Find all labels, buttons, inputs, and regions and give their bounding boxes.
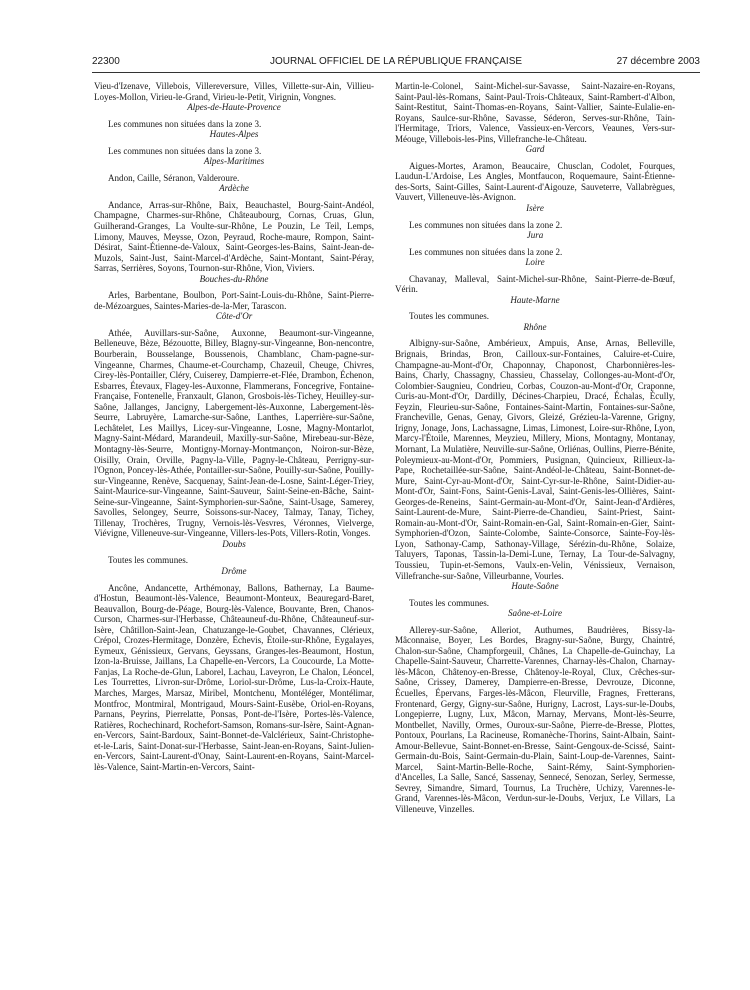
section-text: Chavanay, Malleval, Saint-Michel-sur-Rhône, Saint-Pierre-de-Bœuf, Vérin. [395,273,675,295]
department-heading: Alpes-de-Haute-Provence [187,102,281,113]
department-heading: Jura [526,230,544,241]
section-text: Andance, Arras-sur-Rhône, Baix, Beauchastel, Bourg-Saint-Andéol, Champagne, Charmes-sur-Rhône, Châteaubourg, Cornas, Cruas, Glun, Guilherand-Granges, La Voulte-sur-Rhône, Le Pouzin, Le Teil, Lemps, Limony, Mauves, Meysse, Ozon, Peyraud, Roche-maure, Rompon, Saint-Désirat, Saint-Étienne-de-Valoux, Saint-Georges-les-Bains, Saint-Jean-de-Muzols, Saint-Just, Saint-Marcel-d'Ardèche, Saint-Montant, Saint-Péray, Sarras, Serrières, Soyons, Tournon-sur-Rhône, Vion, Viviers. [94,199,374,274]
section-text: Albigny-sur-Saône, Ambérieux, Ampuis, Anse, Arnas, Belleville, Brignais, Brindas, Bron, Cailloux-sur-Fontaines, Caluire-et-Cuire, Champagne-au-Mont-d'Or, Chaponnay, Chaponost, Charbonnières-les-Bains, Charly, Chassagny, Chassieu, Chasselay, Collonges-au-Mont-d'Or, Colombier-Saugnieu, Condrieu, Corbas, Couzon-au-Mont-d'Or, Craponne, Curis-au-Mont-d'Or, Dardilly, Décines-Charpieu, Dracé, Échalas, Écully, Feyzin, Fleurieu-sur-Saône, Fontaines-Saint-Martin, Fontaines-sur-Saône, Francheville, Genas, Genay, Givors, Gleizé, Grézieu-la-Varenne, Grigny, Irigny, Jonage, Jons, Lachassagne, Limas, Limonest, Loire-sur-Rhône, Lyon, Marcy-l'Étoile, Marennes, Meyzieu, Millery, Mions, Montagny, Montanay, Mornant, La Mulatière, Neuville-sur-Saône, Orliénas, Oullins, Pierre-Bénite, Poleymieux-au-Mont-d'Or, Pommiers, Pusignan, Quincieux, Rillieux-la-Pape, Rochetaillée-sur-Saône, Saint-Andéol-le-Château, Saint-Bonnet-de-Mure, Saint-Cyr-au-Mont-d'Or, Saint-Cyr-sur-le-Rhône, Saint-Didier-au-Mont-d'Or, Saint-Fons, Saint-Genis-Laval, Saint-Genis-les-Ollières, Saint-Georges-de-Reneins, Saint-Germain-au-Mont-d'Or, Saint-Jean-d'Ardières, Saint-Laurent-de-Mure, Saint-Pierre-de-Chandieu, Saint-Priest, Saint-Romain-au-Mont-d'Or, Saint-Romain-en-Gal, Saint-Romain-en-Gier, Saint-Symphorien-d'Ozon, Sainte-Colombe, Sainte-Consorce, Sainte-Foy-lès-Lyon, Sathonay-Camp, Sathonay-Village, Sérézin-du-Rhône, Solaize, Taluyers, Taponas, Tassin-la-Demi-Lune, Ternay, La Tour-de-Salvagny, Toussieu, Tupin-et-Semons, Vaulx-en-Velin, Vénissieux, Vernaison, Villefranche-sur-Saône, Villeurbanne, Vourles. [395,338,675,581]
section-alpes-de-haute-provence [94,102,374,129]
section-haute-saone [395,581,675,608]
section-doubs [94,539,374,566]
section-ardeche [94,183,374,273]
department-heading: Loire [525,257,545,268]
section-rhone [395,322,675,581]
section-bouches-du-rhone [94,274,374,312]
page-header [92,56,700,70]
section-text: Les communes non situées dans la zone 2. [409,246,563,257]
section-drome [94,566,374,772]
department-heading: Rhône [523,321,547,332]
section-text: Toutes les communes. [108,555,189,566]
department-heading: Bouches-du-Rhône [199,273,269,284]
section-text: Allerey-sur-Saône, Alleriot, Authumes, Baudrières, Bissy-la-Mâconnaise, Boyer, Les Bordes, Bragny-sur-Saône, Burgy, Chaintré, Chalon-sur-Saône, Champforgeuil, Chânes, La Chapelle-de-Guinchay, La Chapelle-Saint-Sauveur, Charrette-Varennes, Charnay-lès-Chalon, Charnay-lès-Mâcon, Châtenoy-en-Bresse, Châtenoy-le-Royal, Clux, Crêches-sur-Saône, Crissey, Damerey, Dampierre-en-Bresse, Devrouze, Diconne, Écuelles, Épervans, Farges-lès-Mâcon, Fleurville, Fragnes, Fretterans, Frontenard, Gergy, Gigny-sur-Saône, Hurigny, Lacrost, Lays-sur-le-Doubs, Longepierre, Lugny, Lux, Mâcon, Marnay, Mervans, Mont-lès-Seurre, Montbellet, Navilly, Ormes, Ouroux-sur-Saône, Pierre-de-Bresse, Plottes, Pontoux, Pourlans, La Racineuse, Romanèche-Thorins, Saint-Albain, Saint-Amour-Bellevue, Saint-Bonnet-en-Bresse, Saint-Gengoux-de-Scissé, Saint-Germain-du-Bois, Saint-Germain-du-Plain, Saint-Loup-de-Varennes, Saint-Marcel, Saint-Martin-Belle-Roche, Saint-Rémy, Saint-Symphorien-d'Ancelles, La Salle, Sancé, Sassenay, Sennecé, Senozan, Serley, Sermesse, Sevrey, Simandre, Simard, Tournus, La Truchère, Uchizy, Varennes-le-Grand, Varennes-lès-Mâcon, Verdun-sur-le-Doubs, Verjux, Le Villars, La Villeneuve, Vinzelles. [395,624,675,814]
department-heading: Côte-d'Or [215,311,253,322]
department-heading: Saône-et-Loire [508,608,562,619]
department-heading: Drôme [221,565,247,576]
right-column [395,81,675,815]
section-jura [395,230,675,257]
page-number: 22300 [92,56,120,67]
department-heading: Isère [526,203,544,214]
section-hautes-alpes [94,129,374,156]
section-text: Arles, Barbentane, Boulbon, Port-Saint-Louis-du-Rhône, Saint-Pierre-de-Mézoargues, Saintes-Maries-de-la-Mer, Tarascon. [94,290,374,311]
section-text: Toutes les communes. [409,597,490,608]
department-heading: Doubs [222,538,246,549]
section-continued-drome [395,81,675,144]
section-text: Vieu-d'Izenave, Villebois, Villereversure, Villes, Villette-sur-Ain, Villieu-Loyes-Mollon, Virieu-le-Grand, Virieu-le-Petit, Virignin, Vongnes. [94,81,374,102]
header-rule [92,72,700,73]
department-heading: Gard [525,144,545,155]
section-continued-ain [94,81,374,102]
left-column [94,81,374,772]
section-text: Les communes non situées dans la zone 3. [108,145,262,156]
section-text: Andon, Caille, Séranon, Valderoure. [108,172,240,183]
journal-title: JOURNAL OFFICIEL DE LA RÉPUBLIQUE FRANÇAISE [269,56,523,67]
section-text: Les communes non situées dans la zone 2. [409,219,563,230]
department-heading: Ardèche [219,183,249,194]
section-haute-marne [395,295,675,322]
section-text: Aigues-Mortes, Aramon, Beaucaire, Chusclan, Codolet, Fourques, Laudun-L'Ardoise, Les Angles, Montfaucon, Roquemaure, Saint-Étienne-des-Sorts, Saint-Gilles, Saint-Laurent-d'Aigouze, Sauveterre, Vallabrègues, Vauvert, Villeneuve-lès-Avignon. [395,160,675,203]
section-cote-d-or [94,311,374,538]
section-text: Martin-le-Colonel, Saint-Michel-sur-Savasse, Saint-Nazaire-en-Royans, Saint-Paul-lès-Romans, Saint-Paul-Trois-Châteaux, Saint-Rambert-d'Albon, Saint-Restitut, Saint-Thomas-en-Royans, Saint-Vallier, Sainte-Eulalie-en-Royans, Saulce-sur-Rhône, Savasse, Séderon, Serves-sur-Rhône, Tain-l'Hermitage, Triors, Valence, Vassieux-en-Vercors, Veaunes, Vers-sur-Méouge, Villebois-les-Pins, Villefranche-le-Château. [395,81,675,144]
section-text: Les communes non situées dans la zone 3. [108,118,262,129]
section-gard [395,144,675,203]
department-heading: Haute-Marne [510,294,560,305]
section-loire [395,257,675,295]
publication-date: 27 décembre 2003 [616,56,700,67]
department-heading: Alpes-Maritimes [203,156,265,167]
section-alpes-maritimes [94,156,374,183]
section-text: Athée, Auvillars-sur-Saône, Auxonne, Beaumont-sur-Vingeanne, Belleneuve, Bèze, Bézouotte, Billey, Blagny-sur-Vingeanne, Bon-nencontre, Bourberain, Bousselange, Boussenois, Chamblanc, Cham-pagne-sur-Vingeanne, Charmes, Chaume-et-Courchamp, Chazeuil, Cheuge, Chivres, Cirey-lès-Pontailler, Cléry, Cuiserey, Dampierre-et-Flée, Drambon, Échenon, Esbarres, Étevaux, Flagey-les-Auxonne, Flammerans, Foncegrive, Fontaine-Française, Fontenelle, Franxault, Glanon, Grosbois-lès-Tichey, Heuilley-sur-Saône, Jallanges, Jancigny, Labergement-lès-Auxonne, Labergement-lès-Seurre, Labruyère, Lamarche-sur-Saône, Lanthes, Laperrière-sur-Saône, Lechâtelet, Les Maillys, Licey-sur-Vingeanne, Losne, Magny-Montarlot, Magny-Saint-Médard, Marandeuil, Maxilly-sur-Saône, Mirebeau-sur-Bèze, Montagny-lès-Seurre, Montigny-Mornay-Montmançon, Noiron-sur-Bèze, Oisilly, Orain, Orville, Pagny-la-Ville, Pagny-le-Château, Perrigny-sur-l'Ognon, Poncey-lès-Athée, Pontailler-sur-Saône, Pouilly-sur-Saône, Pouilly-sur-Vingeanne, Renève, Sacquenay, Saint-Jean-de-Losne, Saint-Léger-Triey, Saint-Maurice-sur-Vingeanne, Saint-Sauveur, Saint-Seine-en-Bâche, Saint-Seine-sur-Vingeanne, Saint-Symphorien-sur-Saône, Saint-Usage, Samerey, Savolles, Selongey, Seurre, Soissons-sur-Nacey, Talmay, Tanay, Tichey, Tillenay, Trochères, Trugny, Vernois-lès-Vesvres, Véronnes, Vielverge, Viévigne, Villeneuve-sur-Vingeanne, Villers-les-Pots, Villers-Rotin, Vonges. [94,327,374,539]
department-heading: Haute-Saône [511,581,559,592]
section-isere [395,203,675,230]
section-text: Toutes les communes. [409,311,490,322]
department-heading: Hautes-Alpes [209,129,259,140]
section-text: Ancône, Andancette, Arthémonay, Ballons, Bathernay, La Baume-d'Hostun, Beaumont-lès-Valence, Beaumont-Monteux, Beauregard-Baret, Beauvallon, Bourg-de-Péage, Bourg-lès-Valence, Bouvante, Bren, Chanos-Curson, Charmes-sur-l'Herbasse, Châteauneuf-du-Rhône, Châteauneuf-sur-Isère, Châtillon-Saint-Jean, Chatuzange-le-Goubet, Chavannes, Clérieux, Crépol, Crozes-Hermitage, Donzère, Échevis, Étoile-sur-Rhône, Eygalayes, Eymeux, Génissieux, Gervans, Geyssans, Granges-les-Beaumont, Hostun, Izon-la-Bruisse, Jaillans, La Chapelle-en-Vercors, La Coucourde, La Motte-Fanjas, La Roche-de-Glun, Laborel, Lachau, Laveyron, Le Chalon, Léoncel, Les Tourrettes, Livron-sur-Drôme, Loriol-sur-Drôme, Lus-la-Croix-Haute, Marches, Marges, Marsaz, Miribel, Montchenu, Montéléger, Montélimar, Montfroc, Montmiral, Montrigaud, Mours-Saint-Eusèbe, Oriol-en-Royans, Parnans, Peyrins, Pierrelatte, Ponsas, Pont-de-l'Isère, Portes-lès-Valence, Ratières, Rochechinard, Rochefort-Samson, Romans-sur-Isère, Saint-Agnan-en-Vercors, Saint-Bardoux, Saint-Bonnet-de-Valclérieux, Saint-Christophe-et-le-Laris, Saint-Donat-sur-l'Herbasse, Saint-Jean-en-Royans, Saint-Julien-en-Vercors, Saint-Laurent-d'Onay, Saint-Laurent-en-Royans, Saint-Marcel-lès-Valence, Saint-Martin-en-Vercors, Saint- [94,582,374,772]
section-saone-et-loire [395,608,675,814]
